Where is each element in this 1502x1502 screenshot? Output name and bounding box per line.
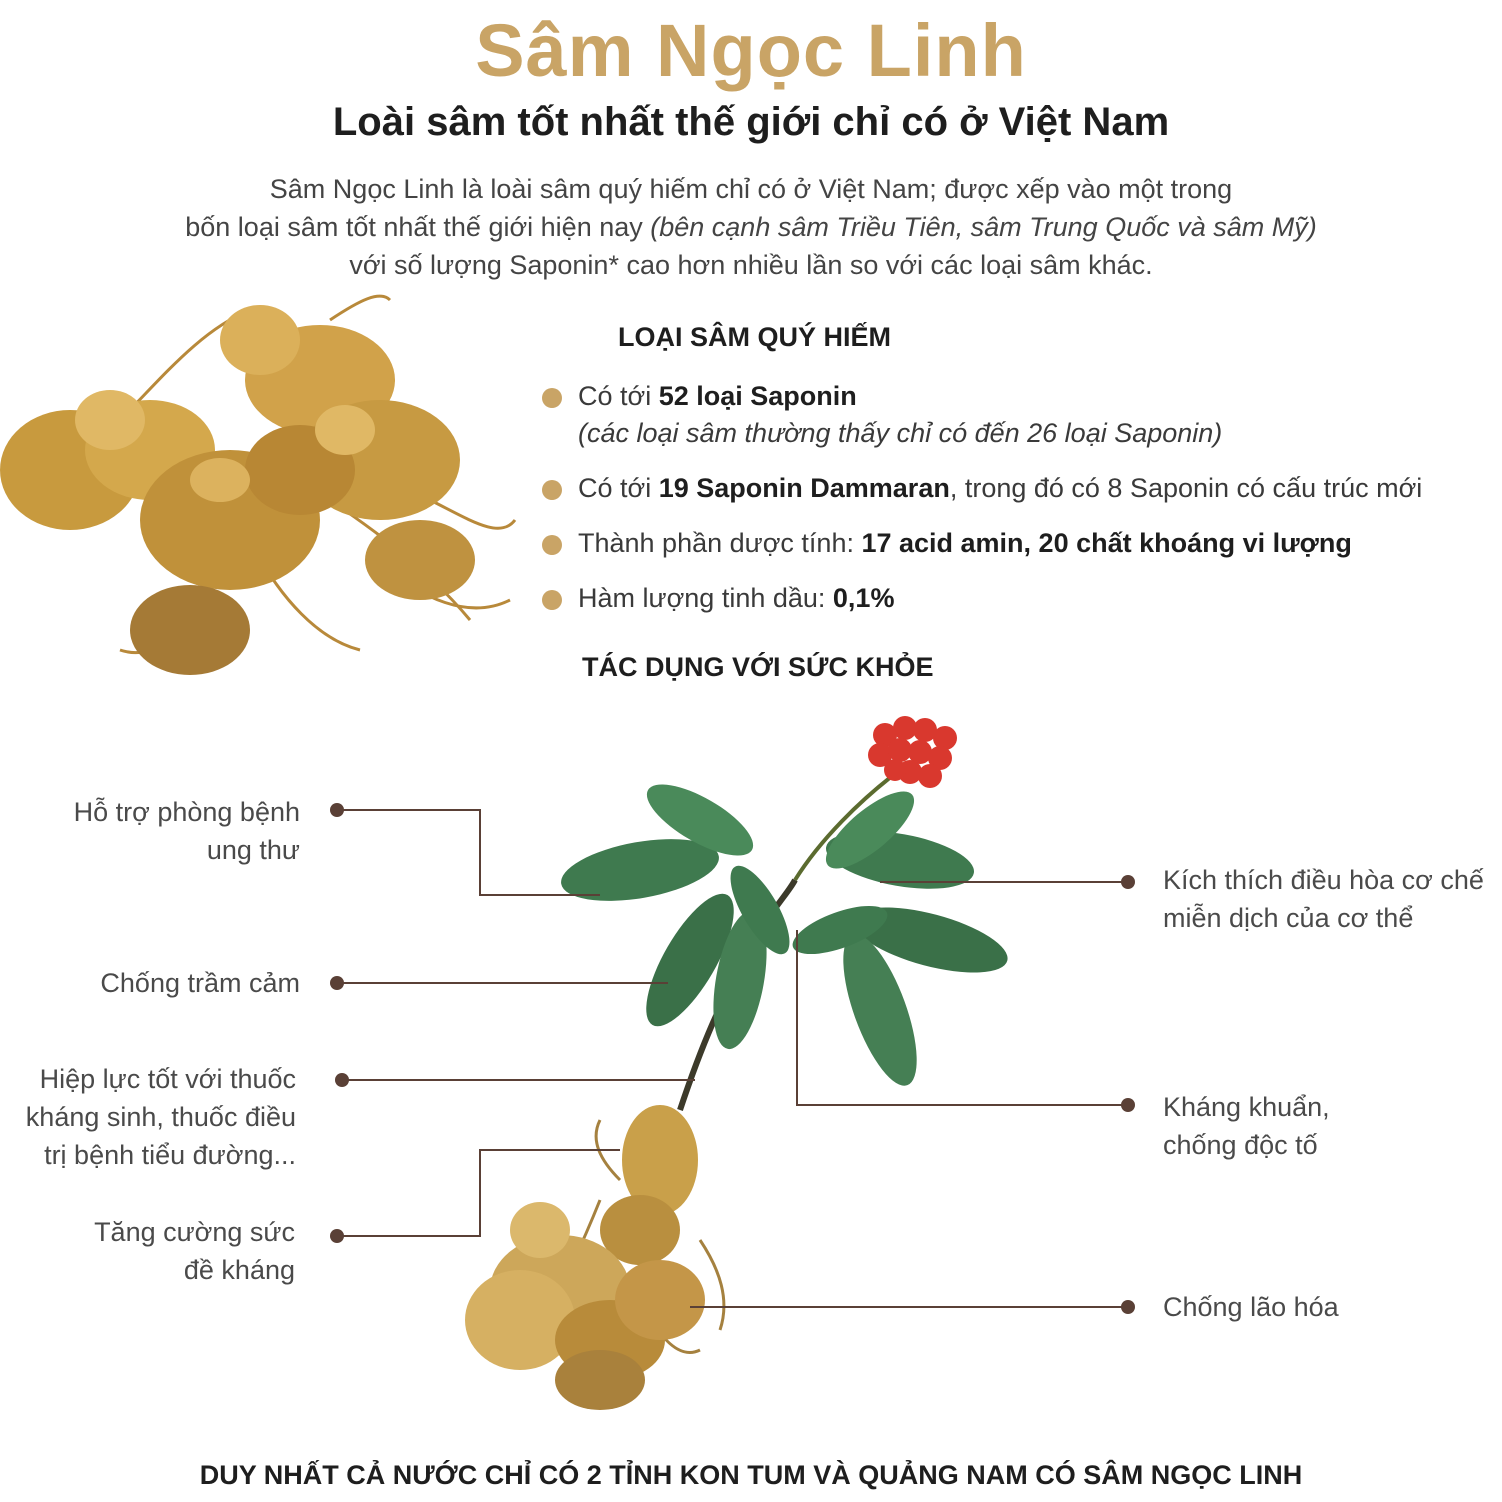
rare-bullet-item: Hàm lượng tinh dầu: 0,1% bbox=[540, 580, 1490, 617]
effect-resistance: Tăng cường sức đề kháng bbox=[94, 1217, 295, 1285]
intro-line-2-text: bốn loại sâm tốt nhất thế giới hiện nay bbox=[185, 212, 651, 242]
ginseng-plant-illustration bbox=[465, 716, 1014, 1410]
effect-antibacterial: Kháng khuẩn, chống độc tố bbox=[1163, 1092, 1330, 1160]
intro-line-3: với số lượng Saponin* cao hơn nhiều lần so với các loại sâm khác. bbox=[349, 250, 1153, 280]
connector-resistance bbox=[337, 1150, 620, 1236]
intro-line-1: Sâm Ngọc Linh là loài sâm quý hiếm chỉ có ở Việt Nam; được xếp vào một trong bbox=[269, 174, 1233, 204]
bullet-dot-icon bbox=[542, 590, 562, 610]
footer-note: DUY NHẤT CẢ NƯỚC CHỈ CÓ 2 TỈNH KON TUM VÀ QUẢNG NAM CÓ SÂM NGỌC LINH bbox=[199, 1460, 1303, 1490]
rare-bullet-item: Thành phần dược tính: 17 acid amin, 20 chất khoáng vi lượng bbox=[540, 525, 1490, 562]
effect-anti-aging: Chống lão hóa bbox=[1163, 1292, 1339, 1322]
intro-line-2-italic: (bên cạnh sâm Triều Tiên, sâm Trung Quốc và sâm Mỹ) bbox=[650, 212, 1317, 242]
ginseng-root-photo bbox=[0, 296, 515, 675]
bullet-dot-icon bbox=[542, 480, 562, 500]
effect-cancer-support: Hỗ trợ phòng bệnh ung thư bbox=[73, 797, 300, 865]
rare-bullet-note: (các loại sâm thường thấy chỉ có đến 26 loại Saponin) bbox=[578, 418, 1223, 448]
effect-anti-depression: Chống trầm cảm bbox=[100, 968, 300, 998]
bullet-dot-icon bbox=[542, 535, 562, 555]
effect-immune-regulation: Kích thích điều hòa cơ chế miễn dịch của cơ thể bbox=[1163, 865, 1484, 933]
rare-bullet-list bbox=[540, 378, 1490, 635]
bullet-dot-icon bbox=[542, 388, 562, 408]
rare-bullet-item: Có tới 52 loại Saponin (các loại sâm thường thấy chỉ có đến 26 loại Saponin) bbox=[540, 378, 1490, 452]
connector-cancer bbox=[337, 810, 600, 895]
effects-section-heading: TÁC DỤNG VỚI SỨC KHỎE bbox=[582, 652, 934, 682]
page-title: Sâm Ngọc Linh bbox=[475, 9, 1027, 92]
rare-section-heading: LOẠI SÂM QUÝ HIẾM bbox=[618, 322, 892, 352]
page-subtitle: Loài sâm tốt nhất thế giới chỉ có ở Việt Nam bbox=[332, 100, 1170, 144]
rare-bullet-item: Có tới 19 Saponin Dammaran, trong đó có 8 Saponin có cấu trúc mới bbox=[540, 470, 1490, 507]
effect-antibiotic-synergy: Hiệp lực tốt với thuốc kháng sinh, thuốc điều trị bệnh tiểu đường... bbox=[25, 1064, 296, 1170]
